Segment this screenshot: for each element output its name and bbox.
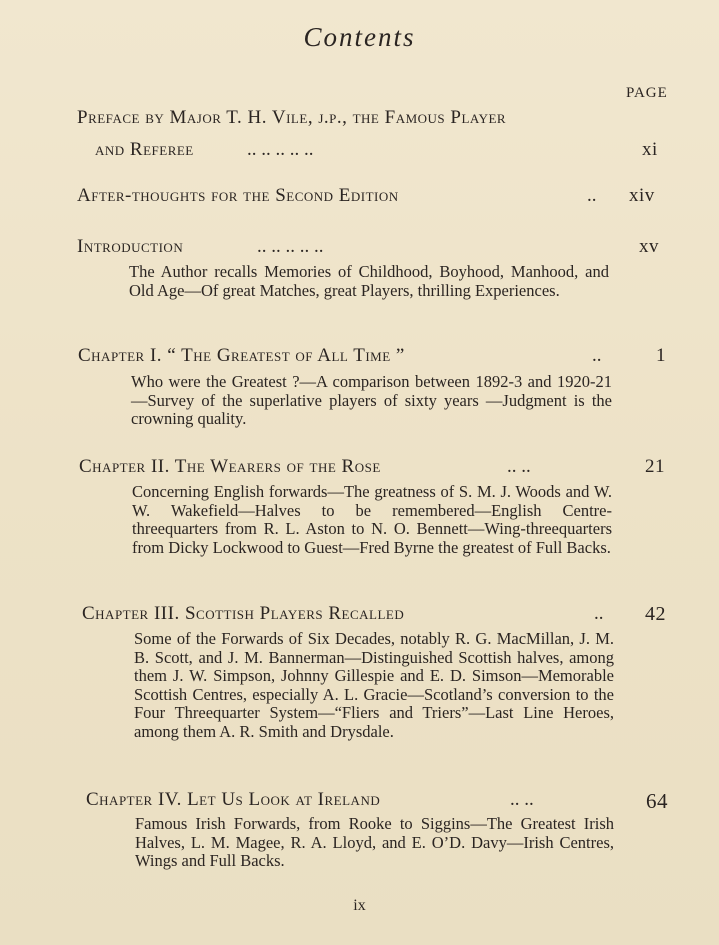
entry-title-line: Chapter I. “ The Greatest of All Time ” xyxy=(78,345,405,366)
page-folio: ix xyxy=(353,897,366,914)
page-number: xi xyxy=(642,139,658,160)
entry-title-line: Chapter IV. Let Us Look at Ireland xyxy=(86,789,381,810)
page-column-header: PAGE xyxy=(626,85,668,101)
toc-entry-preface xyxy=(77,107,677,159)
entry-title-line: Preface by Major T. H. Vile, j.p., the Famous Player xyxy=(77,107,507,128)
entry-description: Famous Irish Forwards, from Rooke to Siggins—The Greatest Irish Halves, L. M. Magee, R. A. Lloyd, and E. O’D. Davy—Irish Centres, Wings and Full Backs. xyxy=(135,814,614,871)
entry-title-line: and Referee xyxy=(95,139,194,160)
entry-title-line: After-thoughts for the Second Edition xyxy=(77,185,399,206)
page-number: 1 xyxy=(656,345,666,366)
leader-dots: .. .. xyxy=(510,789,534,810)
entry-description: Concerning English forwards—The greatness of S. M. J. Woods and W. W. Wakefield—Halves to be remembered—English Centre-threequarters from R. L. Aston to N. O. Bennett—Wing-threequarters from Dicky Lockwood to Guest—Fred Byrne the greatest of Full Backs. xyxy=(132,482,612,557)
leader-dots: .. .. .. .. .. xyxy=(257,236,324,257)
page-number: 64 xyxy=(646,789,668,813)
toc-entry-afterthoughts xyxy=(77,185,677,211)
page-number: 21 xyxy=(645,456,665,477)
page-number: xv xyxy=(639,236,659,257)
toc-entry-chapter-4 xyxy=(86,789,686,815)
leader-dots: .. xyxy=(592,345,602,366)
entry-title-line: Chapter II. The Wearers of the Rose xyxy=(79,456,381,477)
entry-description: The Author recalls Memories of Childhood, Boyhood, Manhood, and Old Age—Of great Matches, great Players, thrilling Experiences. xyxy=(129,262,609,300)
leader-dots: .. xyxy=(587,185,597,206)
toc-entry-introduction xyxy=(77,236,677,262)
leader-dots: .. .. xyxy=(507,456,531,477)
toc-entry-chapter-3 xyxy=(82,603,682,629)
toc-entry-chapter-2 xyxy=(79,456,679,482)
page-number: xiv xyxy=(629,185,655,206)
entry-description: Some of the Forwards of Six Decades, notably R. G. MacMillan, J. M. B. Scott, and J. M. Bannerman—Distinguished Scottish halves, among them J. W. Simpson, Johnny Gillespie and E. D. Simson—Memorable Scottish Centres, especially A. L. Gracie—Scotland’s conversion to the Four Threequarter System—“Fliers and Triers”—Last Line Heroes, among them A. R. Smith and Drysdale. xyxy=(134,629,614,741)
page-title: Contents xyxy=(303,22,416,52)
leader-dots: .. xyxy=(594,603,604,624)
toc-entry-chapter-1 xyxy=(78,345,678,371)
entry-title-line: Chapter III. Scottish Players Recalled xyxy=(82,603,405,624)
entry-title-line: Introduction xyxy=(77,236,184,257)
entry-description: Who were the Greatest ?—A comparison between 1892-3 and 1920-21—Survey of the superlative players of sixty years —Judgment is the crowning quality. xyxy=(131,372,612,429)
page-number: 42 xyxy=(645,603,666,625)
leader-dots: .. .. .. .. .. xyxy=(247,139,314,160)
